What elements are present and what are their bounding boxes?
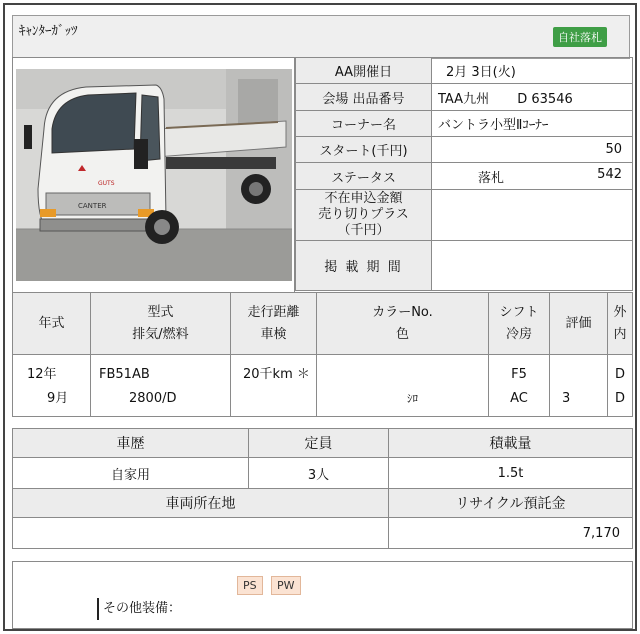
month-value: 9月 xyxy=(47,391,69,406)
other-equipment-label: その他装備： xyxy=(97,598,181,620)
title-bar xyxy=(12,15,630,59)
listing-period-label: 掲 載 期 間 xyxy=(296,241,432,291)
mileage-header: 走行距離 車検 xyxy=(231,293,317,355)
status-badge: 自社落札 xyxy=(553,27,607,47)
model-value: FB51AB xyxy=(99,367,150,382)
recycle-value: 7,170 xyxy=(389,518,633,549)
vehicle-title: ｷｬﾝﾀｰｶﾞｯﾂ xyxy=(19,24,78,39)
venue-lot-cell xyxy=(432,84,633,111)
ac-value: AC xyxy=(510,391,528,406)
corner-name-label: コーナー名 xyxy=(296,111,432,137)
auction-info-table xyxy=(295,57,633,291)
start-price-label: スタート(千円) xyxy=(296,137,432,163)
model-cell xyxy=(91,355,231,417)
shift-value: F5 xyxy=(511,367,527,382)
status-value: 落札 xyxy=(478,170,505,186)
status-cell xyxy=(432,163,633,190)
equipment-tag-ps: PS xyxy=(237,576,263,595)
year-value: 12年 xyxy=(27,367,57,382)
history-header: 車歴 xyxy=(13,429,249,458)
grille-text: CANTER xyxy=(78,202,107,210)
lot-number: D 63546 xyxy=(517,91,573,107)
corner-name-value: バントラ小型Ⅱｺｰﾅｰ xyxy=(432,111,633,137)
spec-table xyxy=(12,292,633,417)
vehicle-photo-frame xyxy=(12,57,295,293)
absentee-bid-label: 不在申込金額 売り切りプラス （千円） xyxy=(296,190,432,241)
year-header: 年式 xyxy=(13,293,91,355)
location-header: 車両所在地 xyxy=(13,489,389,518)
color-cell xyxy=(317,355,489,417)
auction-date-value: 2月 3日(火) xyxy=(432,58,633,84)
capacity-header: 定員 xyxy=(249,429,389,458)
listing-period-value xyxy=(432,241,633,291)
grade-value: 3 xyxy=(562,391,571,406)
cab-badge-text: GUTS xyxy=(98,180,115,187)
equipment-tag-pw: PW xyxy=(271,576,301,595)
auction-sheet xyxy=(3,3,637,631)
mileage-cell xyxy=(231,355,317,417)
history-value: 自家用 xyxy=(13,458,249,489)
venue-value: TAA九州 xyxy=(438,91,490,107)
absentee-bid-value xyxy=(432,190,633,241)
load-value: 1.5t xyxy=(389,458,633,489)
status-label: ステータス xyxy=(296,163,432,190)
equipment-section xyxy=(12,561,633,629)
shift-cell xyxy=(489,355,550,417)
capacity-value: 3人 xyxy=(249,458,389,489)
sold-price: 542 xyxy=(597,166,622,182)
grade-cell xyxy=(550,355,608,417)
year-cell xyxy=(13,355,91,417)
ext-int-header: 外 内 xyxy=(608,293,633,355)
location-value xyxy=(13,518,389,549)
venue-lot-label: 会場 出品番号 xyxy=(296,84,432,111)
start-price-value: 50 xyxy=(432,137,633,163)
exterior-grade: D xyxy=(614,367,625,382)
load-header: 積載量 xyxy=(389,429,633,458)
vehicle-photo[interactable] xyxy=(16,69,292,281)
color-header: カラーNo. 色 xyxy=(317,293,489,355)
displacement-value: 2800/D xyxy=(129,391,177,406)
ext-int-cell xyxy=(608,355,633,417)
color-number-value xyxy=(317,363,488,387)
model-header: 型式 排気/燃料 xyxy=(91,293,231,355)
color-value: ｼﾛ xyxy=(407,392,418,405)
shift-header: シフト 冷房 xyxy=(489,293,550,355)
grade-header: 評価 xyxy=(550,293,608,355)
recycle-header: リサイクル預託金 xyxy=(389,489,633,518)
mileage-value: 20千km ＊ xyxy=(243,367,310,382)
history-table xyxy=(12,428,633,549)
interior-grade: D xyxy=(614,391,625,406)
auction-date-label: AA開催日 xyxy=(296,58,432,84)
